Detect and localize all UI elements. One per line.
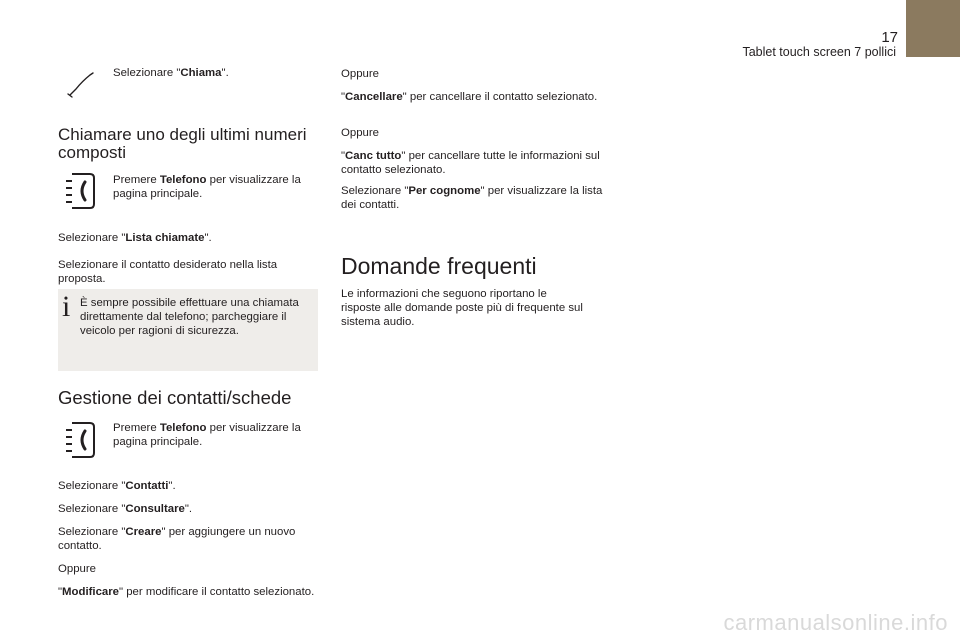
chapter-tab: [906, 0, 960, 57]
phone-handset-icon: [66, 70, 96, 98]
delete-text: "Cancellare" per cancellare il contatto selezionato.: [341, 91, 598, 103]
oppure-text-2: Oppure: [341, 68, 379, 80]
call-select-text: Selezionare "Chiama".: [113, 67, 229, 79]
select-call-list-text: Selezionare "Lista chiamate".: [58, 232, 212, 244]
section-title-recent-calls: Chiamare uno degli ultimi numeri composti: [58, 125, 307, 162]
delete-all-text: "Canc tutto" per cancellare tutte le informazioni sul contatto selezionato.: [341, 150, 600, 176]
note-text: È sempre possibile effettuare una chiamata direttamente dal telefono; parcheggiare il veicolo per ragioni di sicurezza.: [80, 297, 299, 337]
phone-screen-icon: [64, 421, 96, 459]
by-surname-text: Selezionare "Per cognome" per visualizzare la lista dei contatti.: [341, 185, 603, 211]
press-phone-text-1: Premere Telefono per visualizzare la pagina principale.: [113, 174, 301, 200]
modify-text: "Modificare" per modificare il contatto selezionato.: [58, 586, 315, 598]
phone-screen-icon: [64, 172, 96, 210]
faq-title: Domande frequenti: [341, 253, 537, 279]
info-icon: i: [62, 290, 71, 323]
select-create-text: Selezionare "Creare" per aggiungere un nuovo contatto.: [58, 526, 296, 552]
oppure-text-3: Oppure: [341, 127, 379, 139]
select-consult-text: Selezionare "Consultare".: [58, 503, 193, 515]
faq-intro-text: Le informazioni che seguono riportano le risposte alle domande poste più di frequente sul sistema audio.: [341, 288, 583, 328]
select-contact-text: Selezionare il contatto desiderato nella lista proposta.: [58, 259, 278, 285]
oppure-text-1: Oppure: [58, 563, 96, 575]
page-number: 17: [881, 29, 898, 46]
select-contacts-text: Selezionare "Contatti".: [58, 480, 176, 492]
section-title-contacts: Gestione dei contatti/schede: [58, 387, 292, 408]
watermark: carmanualsonline.info: [723, 610, 948, 635]
chapter-title: Tablet touch screen 7 pollici: [742, 45, 896, 59]
press-phone-text-2: Premere Telefono per visualizzare la pagina principale.: [113, 422, 301, 448]
